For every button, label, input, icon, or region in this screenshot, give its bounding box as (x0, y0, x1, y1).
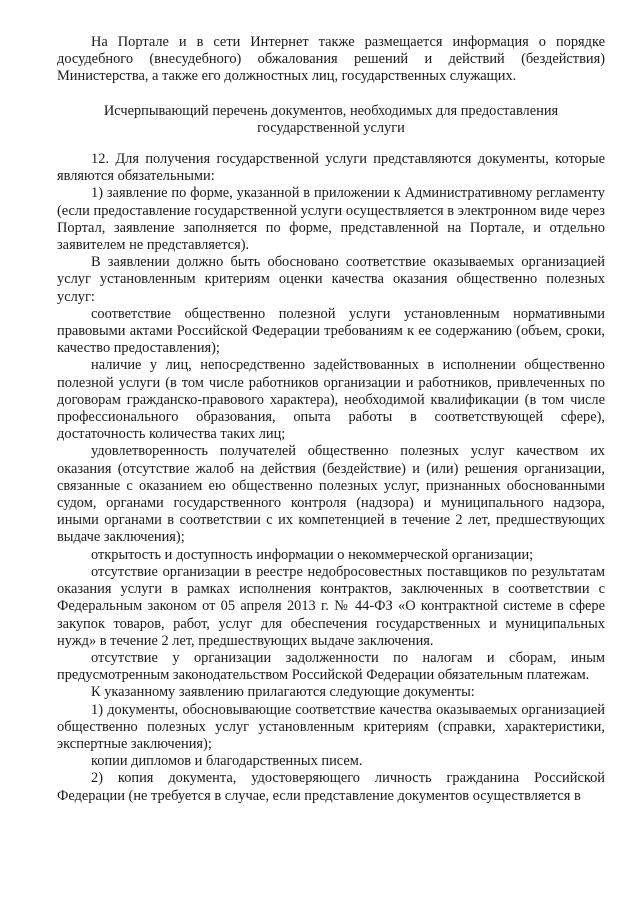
paragraph-criteria-intro: В заявлении должно быть обосновано соответствие оказываемых организацией услуг установленным критериям оценки качества оказания общественно полезных услуг: (57, 254, 605, 305)
paragraph-criteria-compliance: соответствие общественно полезной услуги установленным нормативными правовыми актами Российской Федерации требованиям к ее содержанию (объем, сроки, качество предоставления); (57, 305, 605, 357)
paragraph-criteria-satisfaction: удовлетворенность получателей общественно полезных услуг качеством их оказания (отсутствие жалоб на действия (бездействие) и (или) решения организации, связанные с оказанием ею общественно полезных услуг, признанных обоснованными судом, органами государственного контроля (надзора) и муниципального надзора, иными органами в соответствии с их компетенцией в течение 2 лет, предшествующих выдаче заключения); (57, 443, 605, 546)
paragraph-criteria-qualification: наличие у лиц, непосредственно задействованных в исполнении общественно полезной услуги (в том числе работников организации и работников, привлеченных по договорам гражданско-правового характера), необходимой квалификации (в том числе профессионального образования, опыта работы в соответствующей сфере), достаточность количества таких лиц; (57, 357, 605, 443)
paragraph-application-form: 1) заявление по форме, указанной в приложении к Административному регламенту (если предоставление государственной услуги осуществляется в электронном виде через Портал, заявление заполняется по форме, представленной на Портале, и отдельно заявителем не представляется). (57, 185, 605, 254)
paragraph-attachment-1: 1) документы, обосновывающие соответствие качества оказываемых организацией общественно полезных услуг установленным критериям (справки, характеристики, экспертные заключения); (57, 701, 605, 752)
paragraph-diploma-copies: копии дипломов и благодарственных писем. (91, 753, 363, 770)
section-heading: Исчерпывающий перечень документов, необходимых для предоставления государственной услуги (103, 102, 559, 136)
document-page (57, 34, 605, 805)
paragraph-appeal-info: На Портале и в сети Интернет также размещается информация о порядке досудебного (внесудебного) обжалования решений и действий (бездействия) Министерства, а также его должностных лиц, государственных служащих. (57, 34, 605, 85)
paragraph-attachments-intro: К указанному заявлению прилагаются следующие документы: (91, 684, 475, 701)
paragraph-criteria-debt: отсутствие у организации задолженности по налогам и сборам, иным предусмотренным законодательством Российской Федерации обязательным платежам. (57, 649, 605, 684)
paragraph-criteria-registry: отсутствие организации в реестре недобросовестных поставщиков по результатам оказания услуги в рамках исполнения контрактов, заключенных в соответствии с Федеральным законом от 05 апреля 2013 г. № 44-ФЗ «О контрактной системе в сфере закупок товаров, работ, услуг для обеспечения государственных и муниципальных нужд» в течение 2 лет, предшествующих выдаче заключения. (57, 563, 605, 649)
paragraph-criteria-openness: открытость и доступность информации о некоммерческой организации; (91, 546, 534, 563)
paragraph-12: 12. Для получения государственной услуги представляются документы, которые являются обязательными: (57, 151, 605, 185)
paragraph-attachment-2: 2) копия документа, удостоверяющего личность гражданина Российской Федерации (не требуется в случае, если представление документов осуществляется в (57, 770, 605, 804)
